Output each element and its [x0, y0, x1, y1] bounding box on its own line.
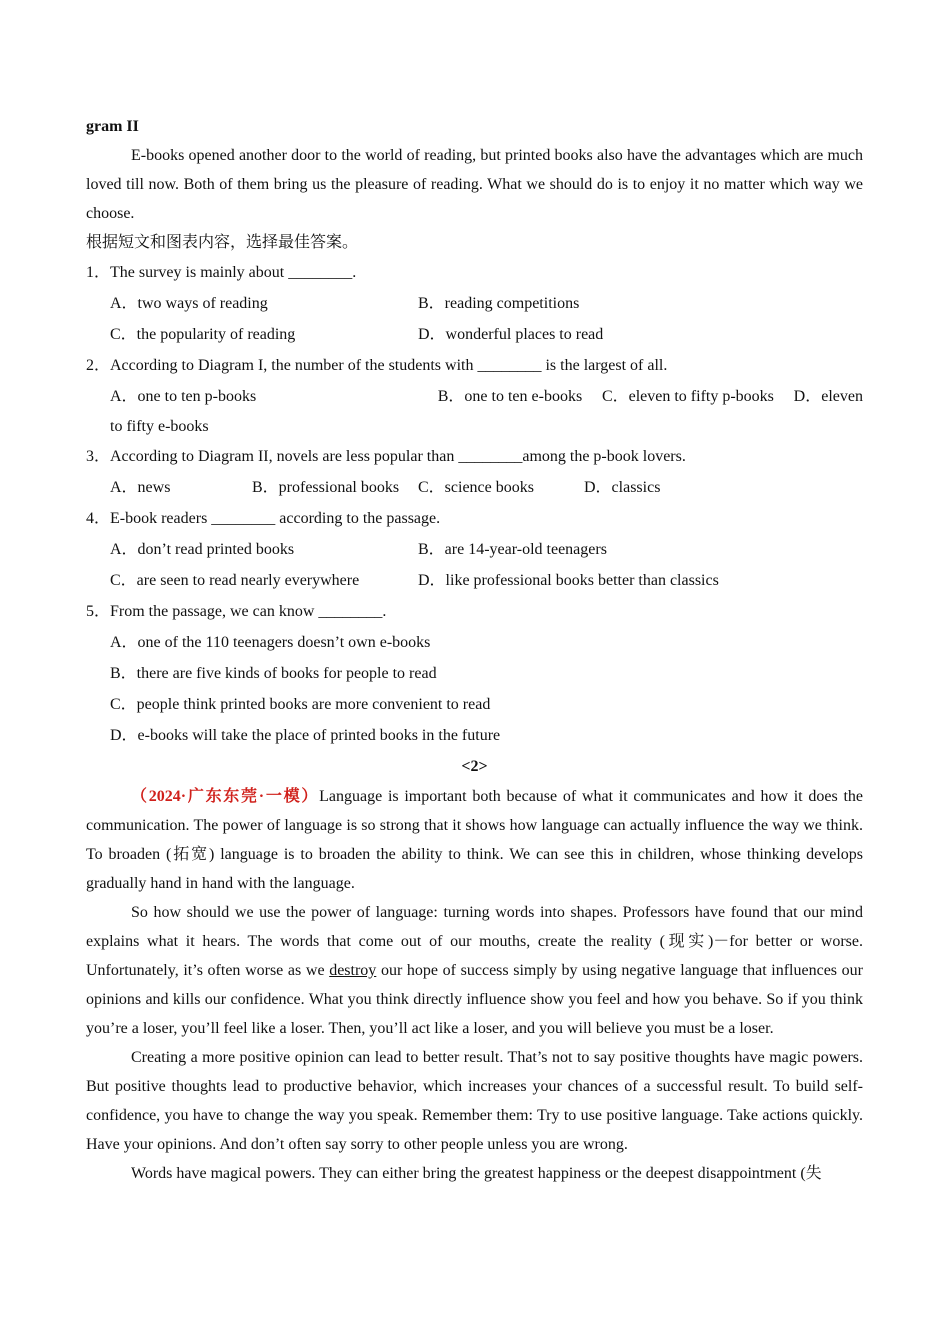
q1-option-a[interactable]: A．two ways of reading: [110, 295, 268, 312]
passage-2-paragraph-4: Words have magical powers. They can either bring the greatest happiness or the deepest disappointment (失: [131, 1165, 822, 1182]
instruction-text: 根据短文和图表内容，选择最佳答案。: [86, 234, 359, 251]
question-2-options: [86, 381, 863, 441]
q3-option-d[interactable]: D．classics: [584, 479, 661, 496]
q5-option-b[interactable]: B．there are five kinds of books for people to read: [110, 665, 437, 682]
q3-option-c[interactable]: C．science books: [418, 479, 534, 496]
q2-option-b[interactable]: B．one to ten e-books: [437, 388, 583, 405]
q2-option-c[interactable]: C．eleven to fifty p-books: [601, 388, 774, 405]
q1-option-d[interactable]: D．wonderful places to read: [418, 326, 604, 343]
question-4-options: [86, 534, 863, 596]
q3-option-b[interactable]: B．professional books: [252, 479, 400, 496]
underlined-word: destroy: [329, 962, 377, 979]
q4-option-b[interactable]: B．are 14-year-old teenagers: [418, 541, 607, 558]
question-5-stem: 5．From the passage, we can know ________.: [86, 603, 387, 620]
q5-option-a[interactable]: A．one of the 110 teenagers doesn’t own e-books: [110, 634, 431, 651]
passage-2-paragraph-2: [86, 898, 863, 1043]
q2-option-a[interactable]: A．one to ten p-books: [110, 388, 257, 405]
question-1-options: [86, 288, 863, 350]
passage-number: <2>: [461, 758, 488, 775]
question-2-stem: 2．According to Diagram I, the number of the students with ________ is the largest of all.: [86, 357, 668, 374]
passage-2-paragraph-3: Creating a more positive opinion can lead to better result. That’s not to say positive thoughts have magic powers. But positive thoughts lead to productive behavior, which increases your chances of a successful result. To build self-confidence, you have to change the way you speak. Remember them: Try to use positive language. Take actions quickly. Have your opinions. And don’t often say sorry to other people unless you are wrong.: [86, 1049, 863, 1153]
q1-option-c[interactable]: C．the popularity of reading: [110, 326, 296, 343]
q4-option-d[interactable]: D．like professional books better than classics: [418, 572, 719, 589]
q1-option-b[interactable]: B．reading competitions: [418, 295, 580, 312]
q4-option-c[interactable]: C．are seen to read nearly everywhere: [110, 572, 360, 589]
question-3-stem: 3．According to Diagram II, novels are less popular than ________among the p-book lovers.: [86, 448, 686, 465]
q3-option-a[interactable]: A．news: [110, 479, 171, 496]
passage-2-p2-text-a: So how should we use the power of language: turning words into shapes. Professors have found that our mind explains what it hears. The words that come out of our mouths, create the reality (现实)－for better or worse. Unfortunately, it’s often worse as we: [86, 904, 863, 979]
source-label: （2024·广东东莞·一模）: [131, 788, 320, 805]
q2-option-d-continued: to fifty e-books: [110, 418, 209, 435]
passage-2-p1-text: Language is important both because of what it communicates and how it does the communication. The power of language is so strong that it shows how language can actually influence the way we think. To broaden (拓宽) language is to broaden the ability to think. We can see this in children, whose thinking develops gradually hand in hand with the language.: [86, 788, 863, 892]
question-4-stem: 4．E-book readers ________ according to the passage.: [86, 510, 441, 527]
document-page: [86, 112, 863, 1188]
section-heading: gram II: [86, 118, 139, 135]
q2-option-d[interactable]: D．eleven: [793, 388, 863, 405]
question-5-options: [86, 627, 863, 751]
question-3-options: [86, 472, 863, 503]
passage-2-paragraph-1: [86, 782, 863, 898]
q4-option-a[interactable]: A．don’t read printed books: [110, 541, 295, 558]
q5-option-d[interactable]: D．e-books will take the place of printed books in the future: [110, 727, 501, 744]
q5-option-c[interactable]: C．people think printed books are more convenient to read: [110, 696, 491, 713]
passage-2-p2-text-b: our hope of success simply by using negative language that influences our opinions and kills our confidence. What you think directly influence show you feel and how you behave. So if you think you’re a loser, you’ll feel like a loser. Then, you’ll act like a loser, and you will believe you must be a loser.: [86, 962, 864, 1037]
intro-paragraph: E-books opened another door to the world of reading, but printed books also have the advantages which are much loved till now. Both of them bring us the pleasure of reading. What we should do is to enjoy it no matter which way we choose.: [86, 147, 863, 222]
question-1-stem: 1．The survey is mainly about ________.: [86, 264, 357, 281]
